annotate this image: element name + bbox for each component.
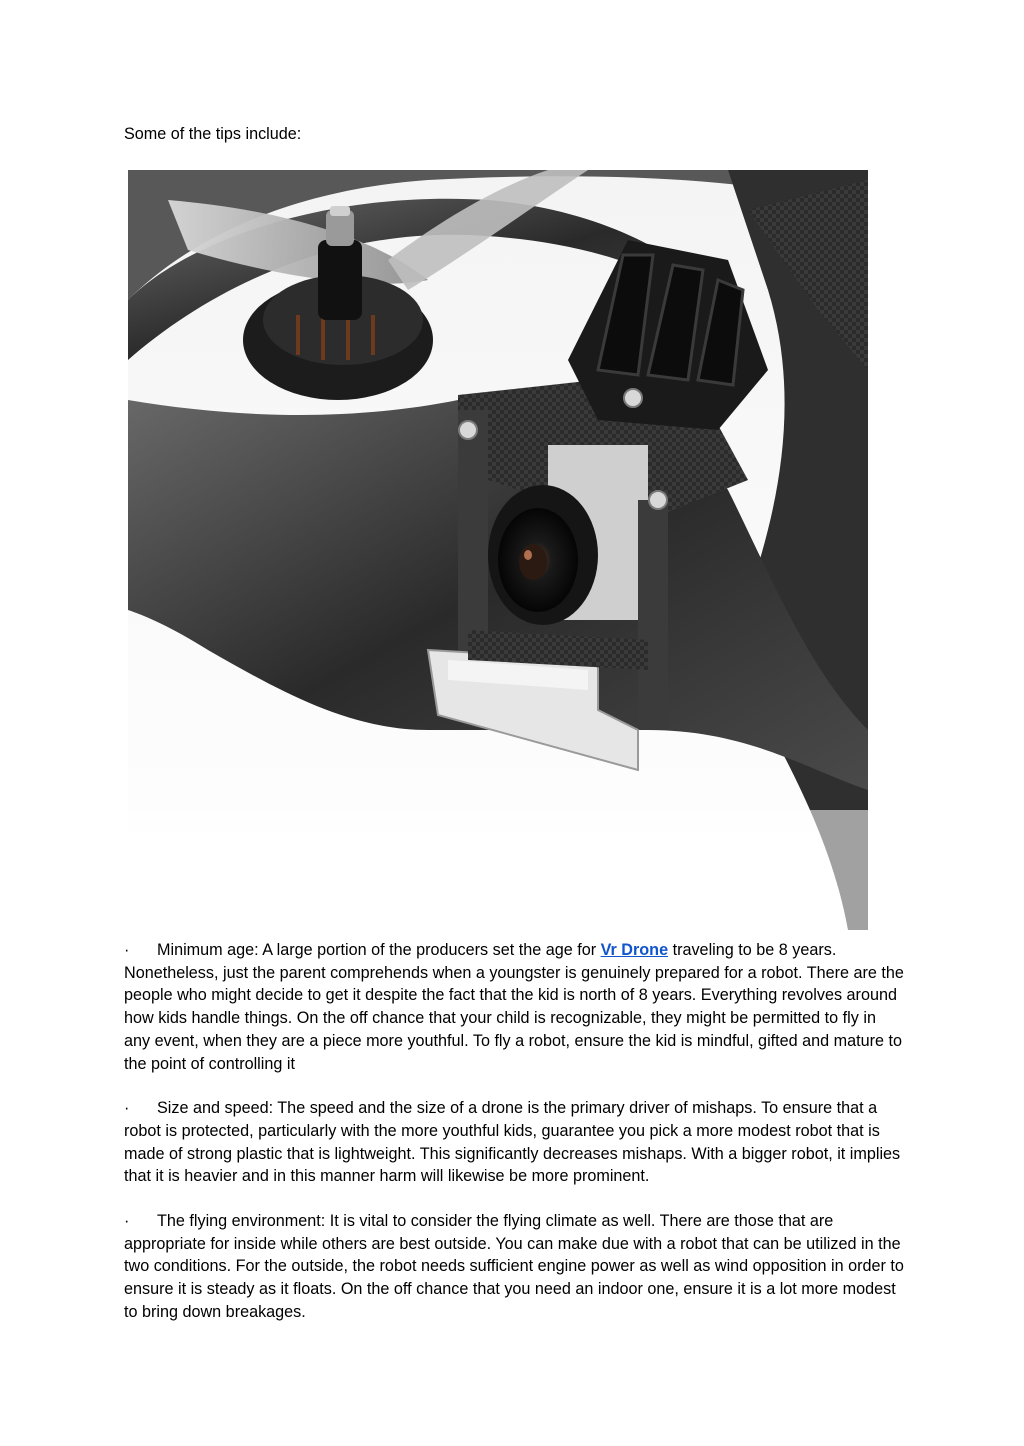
- tip-text: Size and speed: The speed and the size of a drone is the primary driver of mishaps. To ensure that a robot is protected, particularly with the more youthful kids, guarantee you pick a more modest robot that is made of strong plastic that is lightweight. This significantly decreases mishaps. With a bigger robot, it implies that it is heavier and in this manner harm will likewise be more prominent.: [124, 1099, 901, 1186]
- tip-text: traveling to be 8 years. Nonetheless, just the parent comprehends when a youngster is genuinely prepared for a robot. There are the people who might decide to get it despite the fact that the kid is north of 8 years. Everything revolves around how kids handle things. On the off chance that your child is recognizable, they might be permitted to fly in any event, when they are a piece more youthful. To fly a robot, ensure the kid is mindful, gifted and mature to the point of controlling it: [124, 941, 904, 1073]
- tip-text: Minimum age: A large portion of the producers set the age for: [157, 941, 601, 959]
- bullet: ·: [124, 1099, 130, 1118]
- intro-text: Some of the tips include:: [124, 125, 302, 143]
- vr-drone-link[interactable]: Vr Drone: [600, 941, 669, 959]
- drone-camera-closeup-photo-icon: [128, 170, 868, 930]
- tip-size-and-speed: [124, 1097, 904, 1188]
- tip-flying-environment: [124, 1210, 904, 1324]
- tip-minimum-age: [124, 939, 904, 1075]
- tip-text: The flying environment: It is vital to consider the flying climate as well. There are those that are appropriate for inside while others are best outside. You can make due with a robot that can be utilized in the two conditions. For the outside, the robot needs sufficient engine power as well as wind opposition in order to ensure it is steady as it floats. On the off chance that you need an indoor one, ensure it is a lot more modest to bring down breakages.: [124, 1212, 904, 1321]
- tips-list: [124, 939, 904, 1346]
- bullet: ·: [124, 1212, 130, 1231]
- bullet: ·: [124, 941, 130, 959]
- drone-photo: [128, 170, 868, 930]
